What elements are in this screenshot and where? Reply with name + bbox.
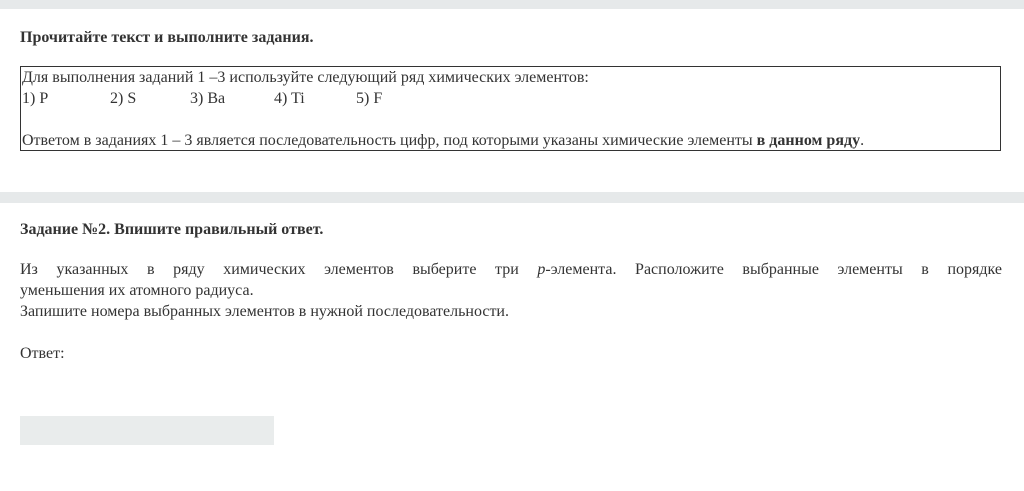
element-item: 1) P [22,90,49,107]
note-suffix: . [860,132,865,149]
note-bold-text: в данном ряду [756,132,861,149]
task-text [20,259,1002,322]
task-line-1-end: -элемента. Расположите выбранные элементы в порядке [545,261,1002,278]
answer-format-note [22,130,864,151]
task-line-3: Запишите номера выбранных элементов в нужной последовательности. [20,303,509,320]
element-item: 5) F [356,90,383,107]
task-heading: Задание №2. Впишите правильный ответ. [20,221,324,238]
info-instruction: Для выполнения заданий 1 –3 используйте следующий ряд химических элементов: [22,69,589,86]
info-box [20,66,1001,151]
element-item: 4) Ti [274,90,305,107]
element-item: 3) Ba [190,90,226,107]
task-line-1-start: Из указанных в ряду химических элементов выберите три [20,261,538,278]
task-line-1 [20,259,1002,280]
task-line-2: уменьшения их атомного радиуса. [20,282,254,299]
intro-heading: Прочитайте текст и выполните задания. [20,29,314,46]
elements-row [22,88,396,109]
task-line-1-italic: p [537,261,546,278]
answer-input[interactable] [20,416,274,445]
top-separator-band [0,0,1024,9]
section-separator-band [0,192,1024,203]
answer-label: Ответ: [20,345,65,362]
note-text: Ответом в заданиях 1 – 3 является последовательность цифр, под которыми указаны химические элементы [22,132,757,149]
element-item: 2) S [110,90,137,107]
